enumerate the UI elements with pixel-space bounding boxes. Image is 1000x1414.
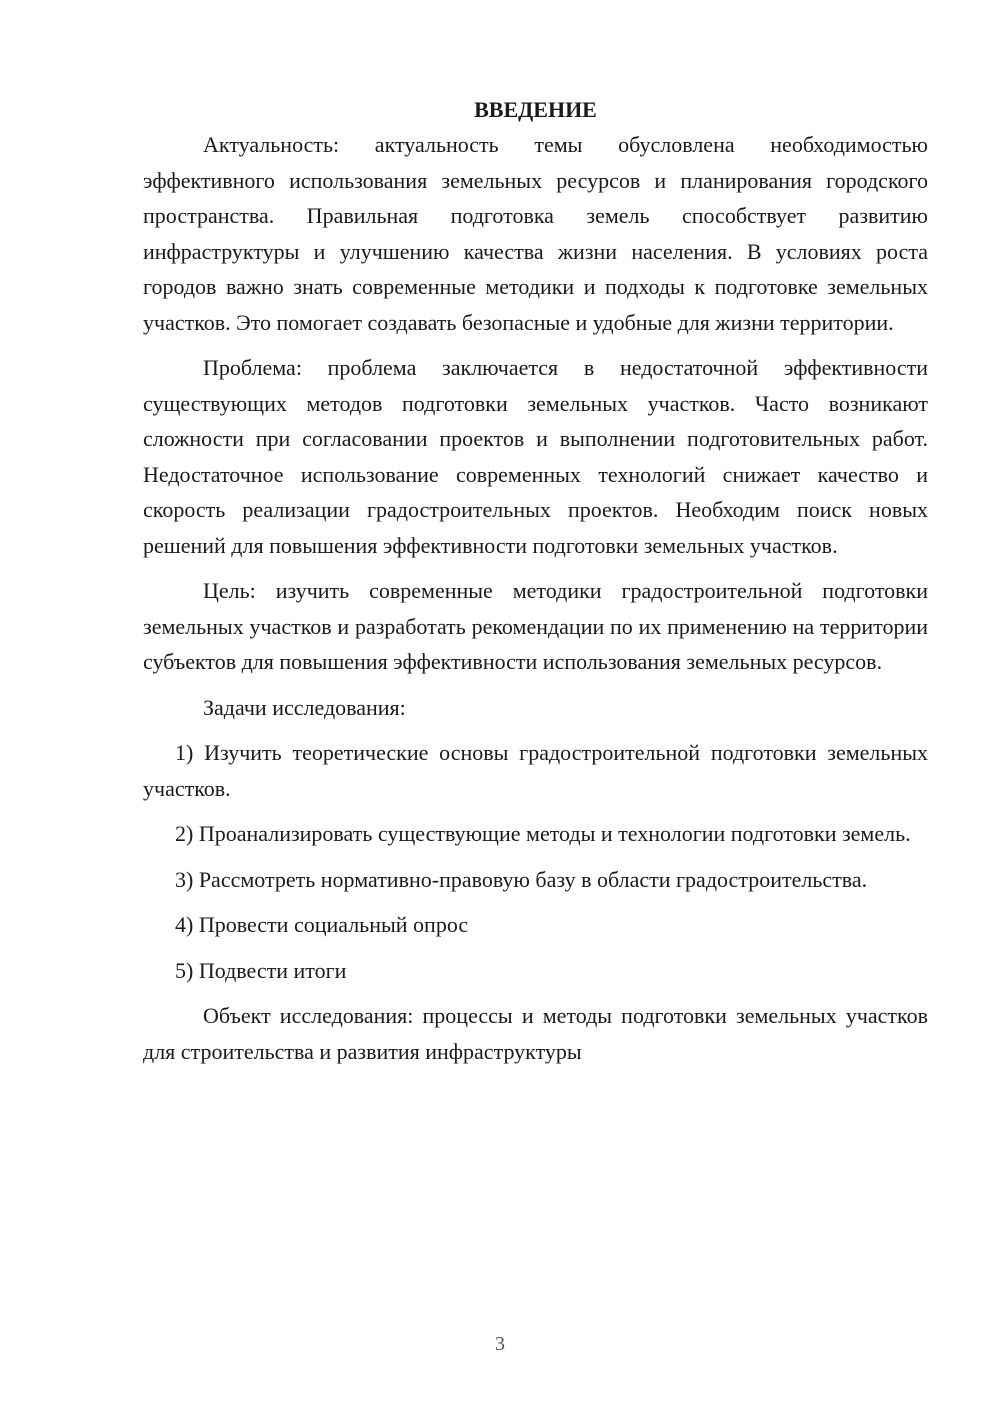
task-item: 1) Изучить теоретические основы градостроительной подготовки земельных участков. — [143, 740, 928, 801]
tasks-list — [143, 725, 928, 988]
page-number: 3 — [495, 1333, 505, 1355]
paragraph-goal: Цель: изучить современные методики градостроительной подготовки земельных участков и разработать рекомендации по их применению на территории субъектов для повышения эффективности использования земельных ресурсов. — [143, 578, 928, 674]
paragraph-relevance: Актуальность: актуальность темы обусловлена необходимостью эффективного использования земельных ресурсов и планирования городского пространства. Правильная подготовка земель способствует развитию инфраструктуры и улучшению качества жизни населения. В условиях роста городов важно знать современные методики и подходы к подготовке земельных участков. Это помогает создавать безопасные и удобные для жизни территории. — [143, 132, 928, 335]
paragraph-problem: Проблема: проблема заключается в недостаточной эффективности существующих методов подготовки земельных участков. Часто возникают сложности при согласовании проектов и выполнении подготовительных работ. Недостаточное использование современных технологий снижает качество и скорость реализации градостроительных проектов. Необходим поиск новых решений для повышения эффективности подготовки земельных участков. — [143, 355, 928, 558]
task-item: 3) Рассмотреть нормативно-правовую базу в области градостроительства. — [175, 866, 868, 892]
task-item: 4) Провести социальный опрос — [175, 912, 469, 937]
task-item: 5) Подвести итоги — [175, 957, 347, 983]
document-page — [143, 95, 928, 1069]
task-item: 2) Проанализировать существующие методы и технологии подготовки земель. — [175, 821, 911, 846]
section-heading: ВВЕДЕНИЕ — [474, 97, 597, 122]
paragraph-object: Объект исследования: процессы и методы подготовки земельных участков для строительства и развития инфраструктуры — [143, 1003, 928, 1064]
paragraph-tasks-intro: Задачи исследования: — [203, 694, 406, 720]
